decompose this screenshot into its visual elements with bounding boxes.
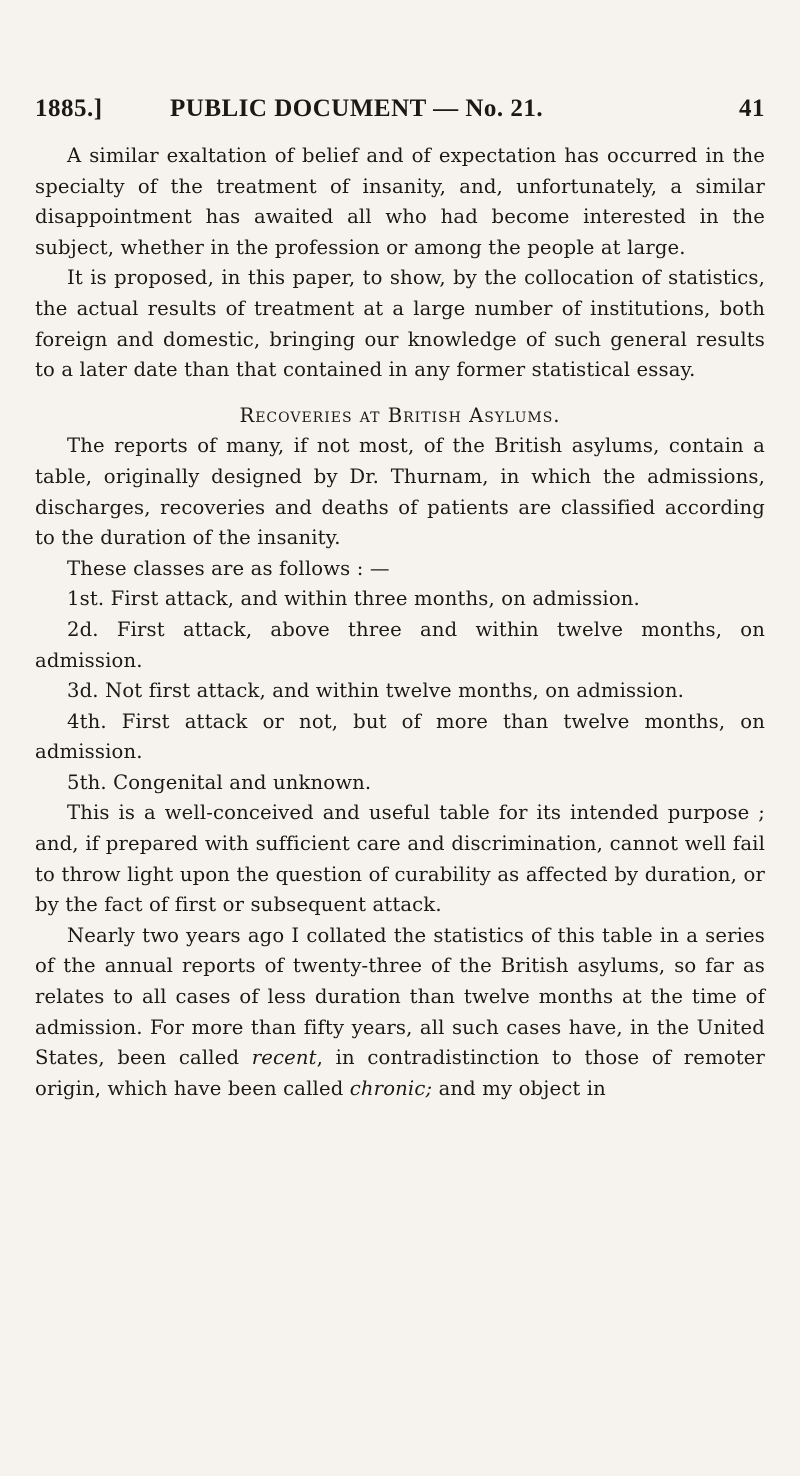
- paragraph: The reports of many, if not most, of the British asylums, contain a table, originally designed by Dr. Thurnam, in which the admissions, discharges, recoveries and deaths of patients are classified according to the duration of the insanity.: [35, 434, 765, 550]
- list-item: 5th. Congenital and unknown.: [67, 770, 372, 794]
- body-text: [35, 141, 765, 1104]
- paragraph-text: and my object in: [432, 1076, 606, 1100]
- paragraph-text: , in contradistinction to those of remoter origin, which have been called: [35, 1046, 765, 1100]
- list-item: 2d. First attack, above three and within twelve months, on admission.: [35, 617, 765, 672]
- italic-term-chronic: chronic;: [349, 1076, 433, 1100]
- running-head: [35, 95, 765, 125]
- header-year: 1885.]: [35, 95, 103, 122]
- paragraph: This is a well-conceived and useful table for its intended purpose ; and, if prepared with sufficient care and discrimination, cannot well fail to throw light upon the question of curability as affected by duration, or by the fact of first or subsequent attack.: [35, 801, 765, 917]
- list-item: 1st. First attack, and within three months, on admission.: [67, 587, 640, 611]
- paragraph: These classes are as follows : —: [67, 556, 390, 580]
- list-item: 4th. First attack or not, but of more than twelve months, on admission.: [35, 709, 765, 764]
- page-number: 41: [739, 95, 765, 122]
- italic-term-recent: recent: [251, 1046, 317, 1070]
- list-item: 3d. Not first attack, and within twelve months, on admission.: [67, 679, 684, 703]
- paragraph-text: Nearly two years ago I collated the statistics of this table in a series of the annual reports of twenty-three of the British asylums, so far as relates to all cases of less duration than twelve months at the time of admission. For more than fifty years, all such cases have, in the United States, been called: [35, 923, 765, 1070]
- paragraph: A similar exaltation of belief and of expectation has occurred in the specialty of the treatment of insanity, and, unfortunately, a similar disappointment has awaited all who had become interested in the subject, whether in the profession or among the people at large.: [35, 144, 765, 259]
- header-title: PUBLIC DOCUMENT — No. 21.: [170, 95, 544, 122]
- section-heading: Recoveries at British Asylums.: [239, 403, 561, 427]
- paragraph: [35, 921, 765, 1105]
- paragraph: It is proposed, in this paper, to show, by the collocation of statistics, the actual results of treatment at a large number of institutions, both foreign and domestic, bringing our knowledge of such general results to a later date than that contained in any former statistical essay.: [35, 266, 765, 382]
